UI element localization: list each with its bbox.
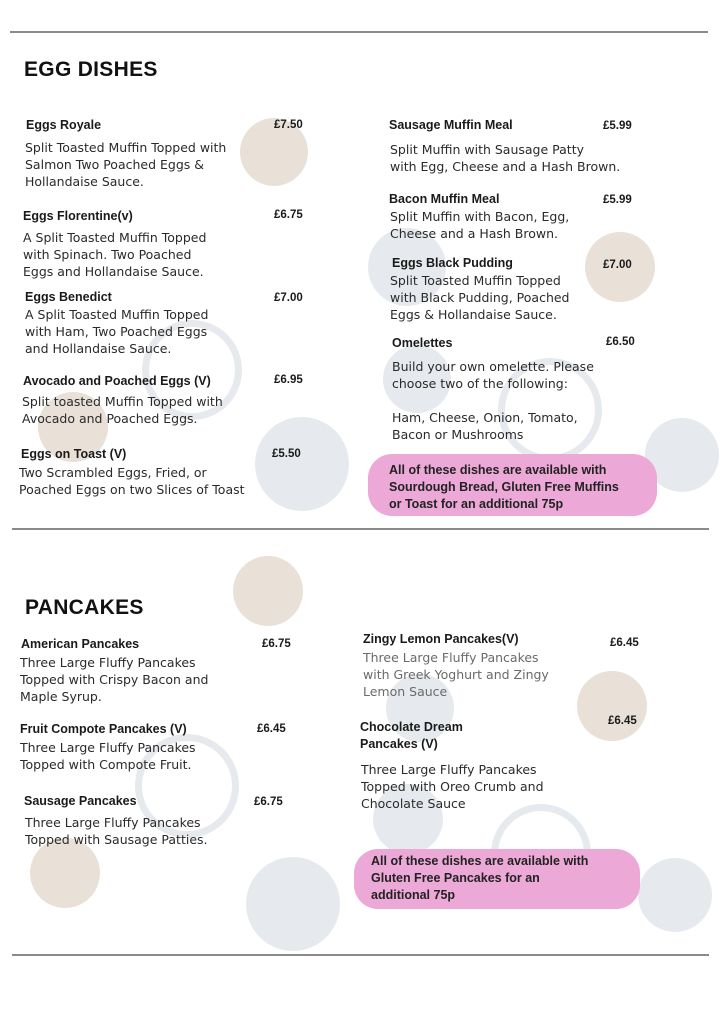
pancakes-note: All of these dishes are available with Gluten Free Pancakes for an additional 75p [354, 849, 640, 909]
item-name: Chocolate Dream Pancakes (V) [360, 720, 463, 751]
item-description: Split Toasted Muffin Topped with Black Pudding, Poached Eggs & Hollandaise Sauce. [390, 273, 570, 322]
item-name: Eggs on Toast (V) [21, 447, 127, 461]
decorative-circle [246, 857, 340, 951]
item-price: £6.50 [606, 336, 635, 348]
middle-divider [12, 528, 709, 530]
decorative-circle [638, 858, 712, 932]
item-name: American Pancakes [21, 637, 140, 651]
item-name: Omelettes [392, 336, 453, 350]
item-price: £6.75 [254, 796, 283, 808]
item-description: Three Large Fluffy Pancakes Topped with Compote Fruit. [20, 740, 196, 772]
item-description: A Split Toasted Muffin Topped with Ham, Two Poached Eggs and Hollandaise Sauce. [25, 307, 209, 356]
item-description: Split Muffin with Sausage Patty with Egg, Cheese and a Hash Brown. [390, 142, 621, 174]
item-description: Three Large Fluffy Pancakes Topped with Oreo Crumb and Chocolate Sauce [361, 762, 544, 811]
item-price: £5.50 [272, 448, 301, 460]
section-title-egg-dishes: EGG DISHES [24, 58, 158, 81]
item-name: Zingy Lemon Pancakes(V) [363, 632, 519, 646]
decorative-circle [577, 671, 647, 741]
item-description: Split toasted Muffin Topped with Avocado and Poached Eggs. [22, 394, 223, 426]
item-name: Bacon Muffin Meal [389, 192, 500, 206]
item-description: Three Large Fluffy Pancakes Topped with Crispy Bacon and Maple Syrup. [20, 655, 209, 704]
item-name: Eggs Black Pudding [392, 256, 513, 270]
item-price: £6.45 [257, 723, 286, 735]
item-description: Build your own omelette. Please choose two of the following: Ham, Cheese, Onion, Tomato, Bacon or Mushrooms [392, 359, 594, 442]
item-price: £6.75 [274, 209, 303, 221]
top-divider [10, 31, 708, 33]
decorative-circle [255, 417, 349, 511]
item-name: Avocado and Poached Eggs (V) [23, 374, 211, 388]
item-price: £6.75 [262, 638, 291, 650]
item-name: Eggs Florentine(v) [23, 209, 133, 223]
item-name: Sausage Muffin Meal [389, 118, 513, 132]
item-description: Three Large Fluffy Pancakes Topped with Sausage Patties. [25, 815, 208, 847]
item-description: Split Muffin with Bacon, Egg, Cheese and a Hash Brown. [390, 209, 570, 241]
item-name: Eggs Royale [26, 118, 102, 132]
item-description: Split Toasted Muffin Topped with Salmon Two Poached Eggs & Hollandaise Sauce. [25, 140, 227, 189]
bottom-divider [12, 954, 709, 956]
item-price: £6.95 [274, 374, 303, 386]
section-title-pancakes: PANCAKES [25, 596, 144, 619]
item-price: £6.45 [610, 637, 639, 649]
item-description: Three Large Fluffy Pancakes with Greek Yoghurt and Zingy Lemon Sauce [363, 650, 549, 699]
item-price: £5.99 [603, 120, 632, 132]
item-description: Two Scrambled Eggs, Fried, or Poached Eggs on two Slices of Toast [19, 465, 245, 497]
item-price: £6.45 [608, 715, 637, 727]
item-name: Sausage Pancakes [24, 794, 137, 808]
decorative-circle [233, 556, 303, 626]
item-price: £7.00 [603, 259, 632, 271]
decorative-circle [30, 838, 100, 908]
item-price: £7.50 [274, 119, 303, 131]
item-price: £7.00 [274, 292, 303, 304]
item-description: A Split Toasted Muffin Topped with Spinach. Two Poached Eggs and Hollandaise Sauce. [23, 230, 207, 279]
item-name: Eggs Benedict [25, 290, 112, 304]
item-name: Fruit Compote Pancakes (V) [20, 722, 187, 736]
item-price: £5.99 [603, 194, 632, 206]
egg-dishes-note: All of these dishes are available with Sourdough Bread, Gluten Free Muffins or Toast for an additional 75p [368, 454, 657, 516]
